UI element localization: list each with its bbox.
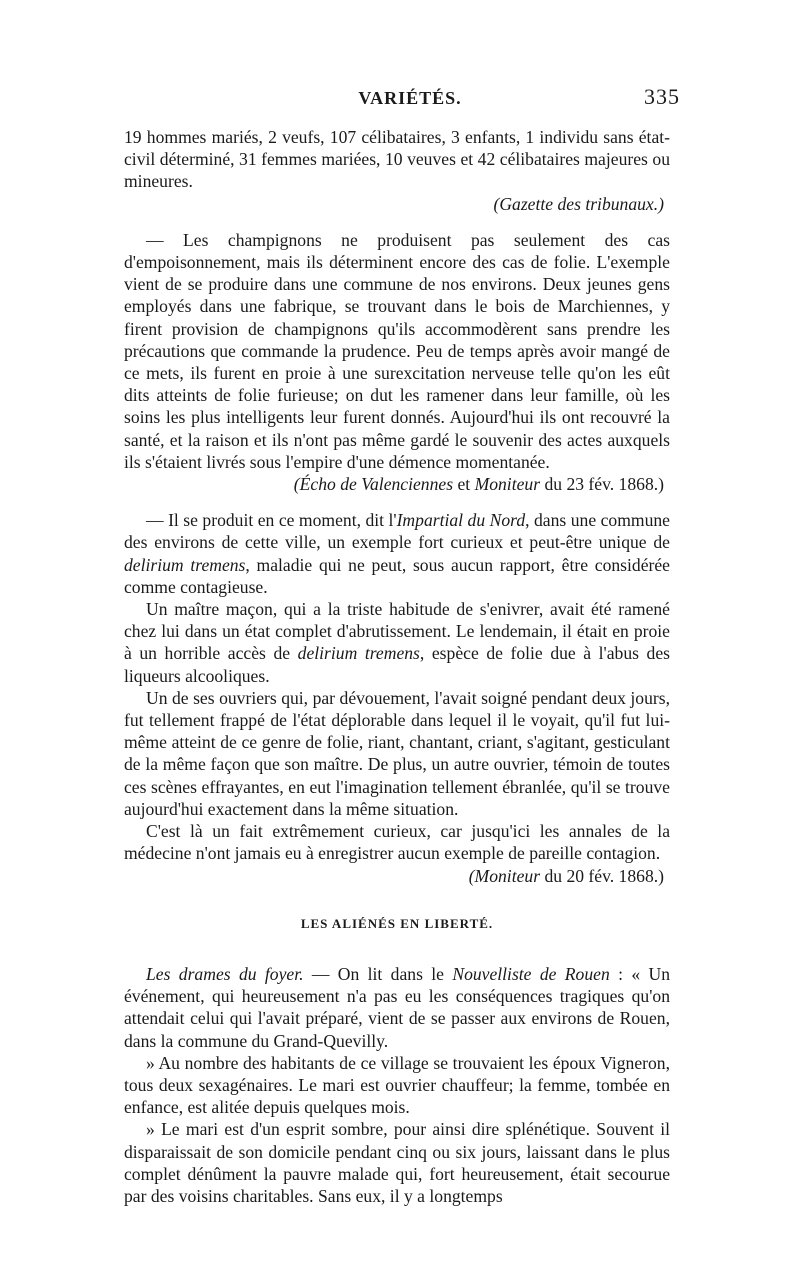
contagion-text: C'est là un fait extrêmement curieux, car jusqu'ici les annales de la médecine n'ont jamais eu à enregistrer aucun exemple de pareille contagion.: [124, 821, 670, 864]
delirium-tremens-term: delirium tremens: [124, 554, 246, 575]
source-gazette-text: (Gazette des tribunaux.): [493, 193, 664, 214]
drames-start: — On lit dans le: [303, 963, 453, 984]
paragraph-macon: [124, 598, 670, 687]
statistics-text: 19 hommes mariés, 2 veufs, 107 célibataires, 3 enfants, 1 individu sans état-civil déterminé, 31 femmes mariées, 10 veuves et 42 célibataires majeures ou mineures.: [124, 127, 670, 192]
paragraph-drames: [124, 963, 670, 1052]
paragraph-champignons: [124, 229, 670, 473]
paragraph-contagion: [124, 820, 670, 864]
vigneron-text: » Au nombre des habitants de ce village se trouvaient les époux Vigneron, tous deux sexagénaires. Le mari est ouvrier chauffeur; la femme, tombée en enfance, est alitée depuis quelques mois.: [124, 1052, 670, 1118]
mari-text: » Le mari est d'un esprit sombre, pour ainsi dire splénétique. Souvent il disparaissait de son domicile pendant cinq ou six jours, laissant dans le plus complet dénûment la pauvre malade qui, fort heureusement, était secourue par des voisins charitables. Sans eux, il y a longtemps: [124, 1119, 670, 1206]
paragraph-vigneron: [124, 1052, 670, 1119]
source-echo-date: du 23 fév. 1868.): [540, 474, 664, 495]
paragraph-statistics: [124, 126, 670, 193]
drames-end: : « Un événement, qui heureusement n'a pas eu les conséquences tragiques qu'on attendait celui qui l'avait préparé, vient de se passer aux environs de Rouen, dans la commune du Grand-Quevilly.: [124, 963, 670, 1051]
impartial-du-nord: Impartial du Nord: [396, 510, 526, 531]
paragraph-ouvriers: [124, 687, 670, 820]
delirium-tremens-term-2: delirium tremens: [297, 643, 420, 664]
source-moniteur-italic: (Moniteur: [468, 865, 541, 886]
source-moniteur: [124, 865, 670, 887]
paragraph-mari: [124, 1118, 670, 1207]
source-echo-italic: (Écho de Valenciennes: [293, 474, 454, 495]
delirium-intro-end: , maladie qui ne peut, sous aucun rapport, être considérée comme contagieuse.: [124, 554, 670, 597]
page-number: 335: [644, 84, 680, 109]
nouvelliste-de-rouen: Nouvelliste de Rouen: [452, 963, 610, 984]
section-title: LES ALIÉNÉS EN LIBERTÉ.: [300, 915, 494, 931]
macon-text-end: , espèce de folie due à l'abus des liqueurs alcooliques.: [124, 643, 671, 686]
champignons-text: — Les champignons ne produisent pas seulement des cas d'empoisonnement, mais ils déterminent encore des cas de folie. L'exemple vient de se produire dans une commune de nos environs. Deux jeunes gens employés dans une fabrique, se trouvant dans le bois de Marchiennes, y firent provision de champignons qu'ils accommodèrent sans prendre les précautions que commande la prudence. Peu de temps après avoir mangé de ce mets, ils furent en proie à une surexcitation nerveuse telle qu'on les eût dits atteints de folie furieuse; on dut les ramener dans leur famille, où les soins les plus intelligents leur furent donnés. Aujourd'hui ils ont recouvré la santé, et la raison et ils n'ont pas même gardé le souvenir des actes auxquels ils s'étaient livrés sous l'empire d'une démence momentanée.: [124, 229, 670, 472]
delirium-intro-start: — Il se produit en ce moment, dit l': [146, 510, 397, 531]
ouvriers-text: Un de ses ouvriers qui, par dévouement, l'avait soigné pendant deux jours, fut tellement frappé de l'état déplorable dans lequel il le voyait, qu'il fut lui-même atteint de ce genre de folie, riant, chantant, criant, s'agitant, gesticulant de la même façon que son maître. De plus, un autre ouvrier, témoin de toutes ces scènes effrayantes, en eut l'imagination tellement ébranlée, qu'il se trouve aujourd'hui exactement dans la même situation.: [124, 687, 670, 819]
source-moniteur-date: du 20 fév. 1868.): [540, 865, 664, 886]
source-echo-mid: et: [453, 474, 475, 495]
drames-du-foyer: Les drames du foyer.: [146, 963, 304, 984]
paragraph-delirium-intro: [124, 509, 670, 598]
macon-text-start: Un maître maçon, qui a la triste habitude de s'enivrer, avait été ramené chez lui dans un état complet d'abrutissement. Le lendemain, il était en proie à un horrible accès de: [124, 599, 670, 664]
source-echo: [124, 473, 670, 495]
body-text: [124, 126, 670, 1207]
source-gazette: [124, 193, 670, 215]
source-echo-moniteur: Moniteur: [474, 474, 541, 495]
page-header: [140, 84, 680, 118]
running-title: VARIÉTÉS.: [358, 88, 462, 108]
delirium-intro-mid: , dans une commune des environs de cette ville, un exemple fort curieux et peut-être unique de: [124, 510, 670, 553]
